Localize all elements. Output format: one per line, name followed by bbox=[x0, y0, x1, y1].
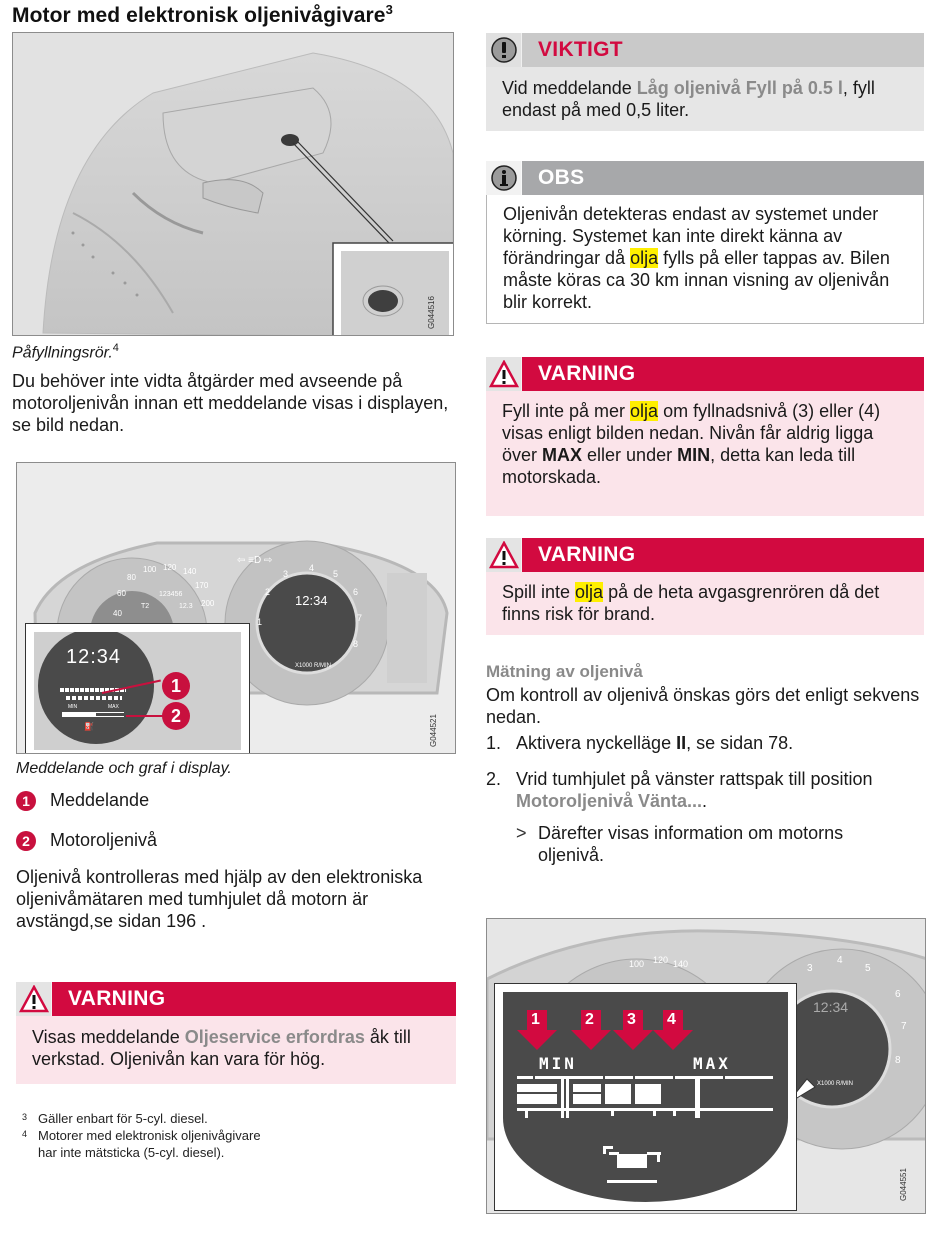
engine-bay-figure bbox=[12, 32, 454, 336]
display-time: 12:34 bbox=[66, 646, 122, 668]
gauge-max-label: MAX bbox=[693, 1054, 731, 1073]
tacho-label: 4 bbox=[309, 563, 315, 573]
speedo-label: 80 bbox=[127, 573, 136, 582]
speedo-label: 200 bbox=[201, 599, 215, 608]
warning-triangle-icon bbox=[486, 538, 522, 572]
footnote: 3 Gäller enbart för 5-cyl. diesel. bbox=[22, 1111, 208, 1126]
speedo-label: 120 bbox=[653, 955, 669, 965]
important-title: VIKTIGT bbox=[538, 38, 623, 61]
figure2-caption: Meddelande och graf i display. bbox=[16, 760, 232, 777]
svg-text:⇦ ≡D ⇨: ⇦ ≡D ⇨ bbox=[237, 555, 273, 566]
legend-label: Meddelande bbox=[50, 790, 150, 810]
tacho-unit: X1000 R/MIN bbox=[295, 663, 332, 669]
tacho-label: 4 bbox=[837, 955, 843, 966]
warning-triangle-icon bbox=[16, 982, 52, 1016]
warning-triangle-icon bbox=[486, 357, 522, 391]
info-circle-icon bbox=[486, 161, 522, 195]
figure1-caption: Påfyllningsrör.$^4$ bbox=[12, 342, 119, 362]
speedo-label: 60 bbox=[117, 589, 126, 598]
step-result: > Därefter visas information om motorns oljenivå. bbox=[516, 823, 844, 865]
oil-level-scale bbox=[503, 1076, 788, 1146]
gauge-max-label: MAX bbox=[108, 704, 119, 710]
level-arrow-4: 4 bbox=[653, 1010, 693, 1050]
warning-text: Spill inte olja på de heta avgasgrenrören då det finns risk för brand. bbox=[486, 572, 924, 635]
speedo-label: 140 bbox=[183, 567, 197, 576]
oil-level-display-inset bbox=[494, 983, 797, 1211]
level-arrow-2: 2 bbox=[571, 1010, 611, 1050]
warning-title: VARNING bbox=[538, 362, 636, 385]
speedo-label: 120 bbox=[163, 563, 177, 572]
legend-badge: 2 bbox=[16, 831, 36, 851]
tacho-label: 3 bbox=[807, 963, 813, 974]
footnotes bbox=[22, 1110, 268, 1161]
callout-badge-2: 2 bbox=[162, 702, 190, 730]
speedo-label: 170 bbox=[195, 581, 209, 590]
figure-id-label: G044521 bbox=[429, 714, 438, 747]
note-box bbox=[486, 161, 924, 324]
speedo-label: 140 bbox=[673, 959, 689, 969]
figure-id-label: G044551 bbox=[899, 1168, 908, 1201]
callout-line bbox=[126, 715, 164, 717]
exclamation-circle-icon bbox=[486, 33, 522, 67]
step-item: 1. Aktivera nyckelläge II, se sidan 78. bbox=[486, 733, 794, 753]
warning-header bbox=[486, 538, 924, 572]
important-box bbox=[486, 33, 924, 131]
dashboard-figure bbox=[16, 462, 456, 754]
callout-badge-1: 1 bbox=[162, 672, 190, 700]
tacho-label: 1 bbox=[257, 617, 263, 627]
tacho-label: 6 bbox=[895, 989, 901, 1000]
oil-level-bar bbox=[62, 712, 124, 717]
display-time-small: 12:34 bbox=[295, 593, 328, 608]
important-header bbox=[486, 33, 924, 67]
display-time-small: 12:34 bbox=[813, 999, 849, 1015]
engine-bay-illustration bbox=[13, 33, 454, 336]
message-placeholder bbox=[66, 696, 122, 700]
tacho-label: 3 bbox=[283, 569, 289, 579]
tacho-label: 5 bbox=[333, 569, 339, 579]
level-arrow-3: 3 bbox=[613, 1010, 653, 1050]
oil-level-figure bbox=[486, 918, 926, 1214]
tacho-label: 5 bbox=[865, 963, 871, 974]
legend-label: Motoroljenivå bbox=[50, 830, 158, 850]
level-arrow-1: 1 bbox=[517, 1010, 557, 1050]
speedo-label: 100 bbox=[629, 959, 645, 969]
important-text: Vid meddelande Låg oljenivå Fyll på 0.5 l, fyll endast på med 0,5 liter. bbox=[486, 67, 924, 131]
warning-box bbox=[486, 357, 924, 516]
tacho-label: 2 bbox=[265, 587, 271, 597]
tacho-label: 8 bbox=[353, 639, 359, 649]
warning-text: Fyll inte på mer olja om fyllnadsnivå (3) eller (4) visas enligt bilden nedan. Nivån får aldrig ligga över MAX eller under MIN, detta kan leda till motorskada. bbox=[486, 391, 924, 516]
section-heading: Mätning av oljenivå bbox=[486, 662, 643, 681]
gauge-min-label: MIN bbox=[68, 704, 78, 710]
warning-box bbox=[486, 538, 924, 635]
warning-text: Visas meddelande Oljeservice erfordras åk till verkstad. Oljenivån kan vara för hög. bbox=[16, 1016, 456, 1084]
note-header bbox=[486, 161, 924, 195]
warning-title: VARNING bbox=[538, 543, 636, 566]
warning-box bbox=[16, 982, 456, 1084]
tacho-label: 6 bbox=[353, 587, 359, 597]
footnote: 4 Motorer med elektronisk oljenivågivare har inte mätsticka (5-cyl. diesel). bbox=[22, 1128, 261, 1160]
odometer: 123456 bbox=[159, 591, 183, 598]
legend-item-2 bbox=[16, 830, 157, 851]
check-paragraph: Oljenivå kontrolleras med hjälp av den elektroniska oljenivåmätaren med tumhjulet då motorn är avstängd,se sidan 196 . bbox=[16, 867, 423, 931]
warning-header bbox=[16, 982, 456, 1016]
tacho-label: 7 bbox=[357, 613, 363, 623]
note-title: OBS bbox=[538, 166, 585, 189]
speedo-label: 100 bbox=[143, 565, 157, 574]
step-item: 2. Vrid tumhjulet på vänster rattspak till position Motoroljenivå Vänta.... bbox=[486, 769, 873, 811]
oil-can-icon bbox=[599, 1142, 669, 1192]
trip-label: T2 bbox=[141, 603, 150, 610]
tacho-label: 7 bbox=[901, 1021, 907, 1032]
page-title: Motor med elektronisk oljenivågivare$^3$ bbox=[12, 2, 393, 27]
oil-can-icon: ⛽ bbox=[84, 722, 94, 731]
measurement-intro: Om kontroll av oljenivå önskas görs det enligt sekvens nedan. bbox=[486, 685, 920, 727]
warning-title: VARNING bbox=[68, 987, 166, 1010]
figure-id-label: G044516 bbox=[427, 296, 436, 329]
intro-paragraph: Du behöver inte vidta åtgärder med avseende på motoroljenivån innan ett meddelande visas i displayen, se bild nedan. bbox=[12, 371, 449, 435]
note-text: Oljenivån detekteras endast av systemet under körning. Systemet kan inte direkt känna av förändringar då olja fylls på eller tappas av. Bilen måste köras ca 30 km innan visning av oljenivån blir korrekt. bbox=[486, 195, 924, 324]
tacho-label: 8 bbox=[895, 1055, 901, 1066]
trip-value: 12.3 bbox=[179, 603, 193, 610]
warning-header bbox=[486, 357, 924, 391]
gauge-min-label: MIN bbox=[539, 1054, 577, 1073]
legend-item-1 bbox=[16, 790, 149, 811]
display-inset bbox=[25, 623, 250, 754]
tacho-unit: X1000 R/MIN bbox=[817, 1081, 854, 1087]
legend-badge: 1 bbox=[16, 791, 36, 811]
steps-list bbox=[486, 732, 926, 866]
speedo-label: 40 bbox=[113, 609, 122, 618]
